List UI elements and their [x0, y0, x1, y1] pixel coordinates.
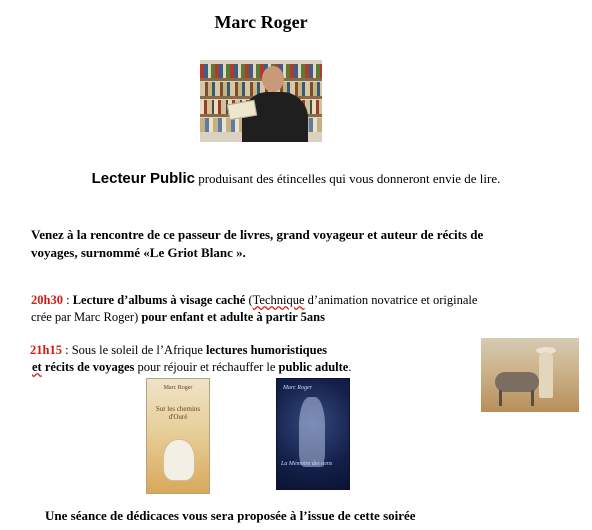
cover-figure — [299, 397, 325, 467]
page-title: Marc Roger — [214, 12, 308, 32]
adult-audience: public adulte — [278, 360, 349, 374]
intro-line-2: voyages, surnommé «Le Griot Blanc ». — [31, 245, 246, 260]
lecteur-strong: Lecteur Public — [91, 170, 195, 187]
time-2030: 20h30 — [31, 293, 63, 307]
et-word: et — [32, 360, 42, 374]
humor-readings: lectures humoristiques — [206, 343, 327, 357]
intro-line-1: Venez à la rencontre de ce passeur de livres, grand voyageur et auteur de récits de — [31, 227, 484, 242]
portrait-photo — [200, 60, 322, 142]
intro-paragraph — [31, 226, 551, 262]
traveller-photo — [481, 338, 579, 412]
lecteur-rest: produisant des étincelles qui vous donneront envie de lire. — [194, 171, 501, 186]
audience-note: pour enfant et adulte à partir 5ans — [141, 310, 325, 324]
book-cover-memoire — [276, 378, 350, 490]
book-cover-chemins — [146, 378, 210, 494]
donkey — [495, 372, 539, 392]
sep: : — [61, 343, 72, 357]
donkey-leg — [531, 390, 534, 406]
session-2030 — [31, 292, 571, 326]
cover-title: Sur les chemins d'Ouré — [155, 405, 201, 421]
cover-author: Marc Roger — [163, 385, 193, 391]
technique-word: Technique — [252, 293, 305, 307]
sep: : — [62, 293, 73, 307]
session-2115 — [30, 342, 450, 376]
africa-text: Sous le soleil de l’Afrique — [71, 343, 207, 357]
audience-text: pour réjouir et réchauffer le — [134, 360, 279, 374]
lecteur-line — [0, 170, 592, 187]
travel-stories: récits de voyages — [41, 360, 135, 374]
traveller — [539, 352, 553, 398]
cover-title: La Mémoire des gens — [281, 461, 333, 467]
signing-note: Une séance de dédicaces vous sera proposée à l’issue de cette soirée — [45, 508, 416, 523]
cover-author: Marc Roger — [283, 385, 312, 391]
creator-note: crée par Marc Roger) — [31, 310, 142, 324]
time-2115: 21h15 — [30, 343, 62, 357]
lecture-title: Lecture d’albums à visage caché — [72, 293, 246, 307]
cover-figure — [163, 439, 195, 481]
paren: ( — [245, 293, 253, 307]
technique-desc: d’animation novatrice et originale — [304, 293, 478, 307]
person-head — [262, 66, 284, 92]
period: . — [348, 360, 352, 374]
donkey-leg — [499, 390, 502, 406]
